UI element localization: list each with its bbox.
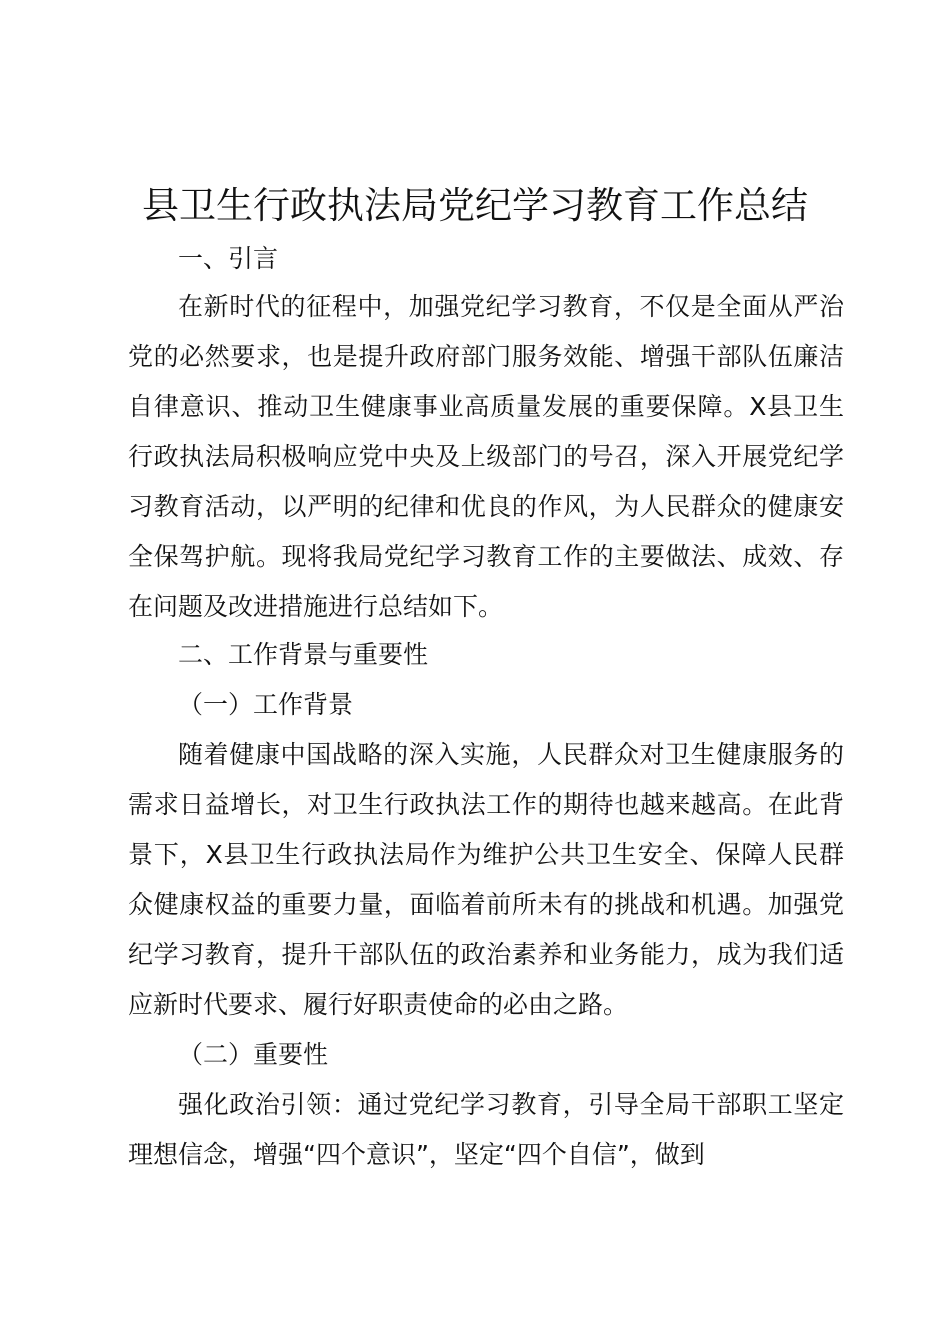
section-heading-background: 二、工作背景与重要性: [178, 640, 429, 669]
document-title: 县卫生行政执法局党纪学习教育工作总结: [142, 184, 808, 227]
paragraph-work-background: 随着健康中国战略的深入实施，人民群众对卫生健康服务的需求日益增长，对卫生行政执法工作的期待也越来越高。在此背景下，X县卫生行政执法局作为维护公共卫生安全、保障人民群众健康权益的重要力量，面临着前所未有的挑战和机遇。加强党纪学习教育，提升干部队伍的政治素养和业务能力，成为我们适应新时代要求、履行好职责使命的必由之路。: [128, 740, 844, 1019]
subsection-heading-importance: （二）重要性: [178, 1040, 329, 1069]
subsection-heading-work-background: （一）工作背景: [178, 690, 354, 719]
section-heading-intro: 一、引言: [178, 244, 279, 273]
paragraph-importance: 强化政治引领：通过党纪学习教育，引导全局干部职工坚定理想信念，增强“四个意识”，坚定“四个自信”，做到: [128, 1090, 844, 1169]
paragraph-intro: 在新时代的征程中，加强党纪学习教育，不仅是全面从严治党的必然要求，也是提升政府部门服务效能、增强干部队伍廉洁自律意识、推动卫生健康事业高质量发展的重要保障。X县卫生行政执法局积极响应党中央及上级部门的号召，深入开展党纪学习教育活动，以严明的纪律和优良的作风，为人民群众的健康安全保驾护航。现将我局党纪学习教育工作的主要做法、成效、存在问题及改进措施进行总结如下。: [128, 292, 844, 621]
